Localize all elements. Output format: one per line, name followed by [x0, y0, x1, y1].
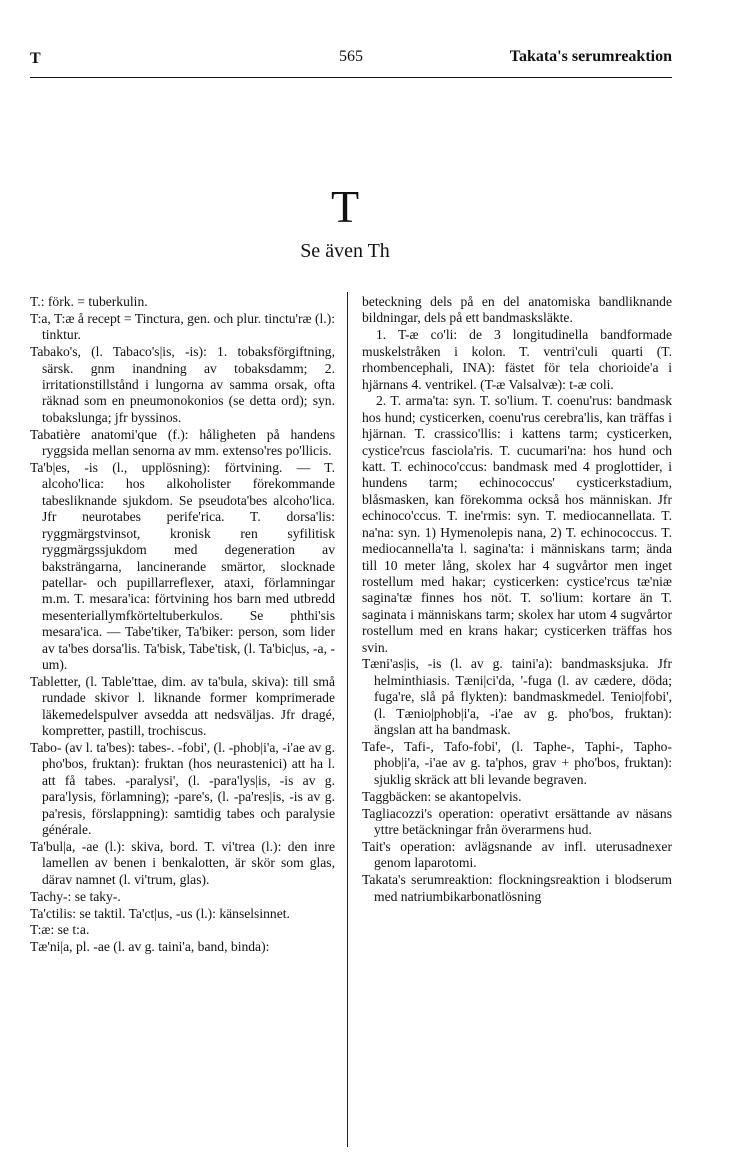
dictionary-entry: Tabatière anatomi'que (f.): håligheten på handens ryggsida mellan senorna av mm. extenso'res po'llicis. — [30, 426, 335, 459]
dictionary-entry: Ta'ctilis: se taktil. Ta'ct|us, -us (l.): känselsinnet. — [30, 905, 290, 921]
dictionary-entry: Tæ'ni|a, pl. -ae (l. av g. taini'a, band, binda): — [30, 939, 270, 955]
right-column — [362, 294, 672, 906]
dictionary-subentry: 2. T. arma'ta: syn. T. so'lium. T. coenu'rus: bandmask hos hund; cysticerken, coenu'rus cerebra'lis, kan träffas i hjärnan. T. crassico'llis: i kattens tarm; cysticerken, cystice'rcus fasciola'ris. T. cucumari'na: hos hund och katt. T. echinoco'ccus: bandmask med 4 proglottider, i hundens tarm; echinococcus' cysticerkstadium, blåsmasken, kan förekomma också hos människan. Jfr echinoco'ccus. T. ine'rmis: syn. T. mediocannellata. T. na'na: syn. 1) Hymenolepis nana, 2) T. echinococcus. T. mediocannella'ta l. sagina'ta: i människans tarm; ända till 10 meter lång, skolex har 4 sugvårtor men inget rostellum med hakar; cysticerken: cystice'rcus tæ'niæ sagina'tæ finnes hos nöt. T. so'lium: kortare än T. saginata i människans tarm; skolex har utom 4 sugvårtor rostellum med en krans hakar; cysticerken träffas hos svin. — [362, 393, 672, 655]
dictionary-entry: Tabletter, (l. Table'ttae, dim. av ta'bula, skiva): till små rundade skivor l. liknande former komprimerade läkemedelspulver avsedda att nedsväljas. Jfr dragé, kompretter, pastill, trochiscus. — [30, 673, 335, 739]
column-divider — [347, 292, 348, 1147]
running-head: Takata's serumreaktion — [509, 48, 672, 65]
header-section-letter: T — [30, 50, 41, 67]
dictionary-entry: Tabako's, (l. Tabaco's|is, -is): 1. tobaksförgiftning, särsk. gnm inandning av tobaksdamm; 2. irritationstillstånd i lungorna av samma orsak, ofta räknad som en pneumonokonios (se detta ord); syn. tobakslunga; jfr byssinos. — [30, 344, 335, 425]
dictionary-entry: Tagliacozzi's operation: operativt ersättande av näsans yttre betäckningar från överarmens hud. — [362, 805, 672, 837]
dictionary-entry: Ta'bul|a, -ae (l.): skiva, bord. T. vi'trea (l.): den inre lamellen av benen i benkalotten, är skör som glas, därav namnet (l. vi'trum, glas). — [30, 838, 335, 887]
left-column — [30, 294, 335, 956]
dictionary-entry: Tabo- (av l. ta'bes): tabes-. -fobi', (l. -phob|i'a, -i'ae av g. pho'bos, fruktan): fruktan (hos neurastenici) att ha l. att få tabes. -paralysi', (l. -para'lys|is, -is av g. para'lysis, förlamning); -pare's, (l. -pa'res|is, -is av g. pa'resis, förslappning): samtidig tabes och paralysie générale. — [30, 739, 335, 837]
dictionary-entry: Tæni'as|is, -is (l. av g. taini'a): bandmasksjuka. Jfr helminthiasis. Tæni|ci'da, '-fuga (l. av cædere, döda; fuga're, slå på flykten): bandmaskmedel. Tenio|fobi', (l. Tænio|phob|i'a, -i'ae av g. pho'bos, fruktan): ängslan att ha bandmask. — [362, 656, 672, 738]
page-header — [30, 48, 672, 72]
section-letter: T — [330, 181, 360, 232]
dictionary-entry: Taggbäcken: se akantopelvis. — [362, 788, 522, 804]
page-number: 565 — [339, 48, 363, 65]
dictionary-entry: Tait's operation: avlägsnande av infl. uterusadnexer genom laparotomi. — [362, 838, 672, 871]
header-rule — [30, 77, 672, 78]
dictionary-entry: Ta'b|es, -is (l., upplösning): förtvining. — T. alcoho'lica: hos alkoholister förekommande tabesliknande sjukdom. Se pseudota'bes alcoho'lica. Jfr neurotabes perife'rica. T. dorsa'lis: ryggmärgstvinsot, kronisk ren syfilitisk ryggmärgssjukdom med degeneration av baksträngarna, lancinerande smärtor, slocknade patellar- och pupillarreflexer, ataxi, förlamningar m.m. T. mesara'ica: förtvining hos barn med utbredd mesenteriallymfkörteltuberkulos. Se phthi'sis mesara'ica. — Tabe'tiker, Ta'biker: person, som lider av ta'bes dorsa'lis. Ta'bisk, Tabe'tisk, (l. Ta'bic|us, -a, -um). — [30, 460, 335, 672]
dictionary-entry: Tafe-, Tafi-, Tafo-fobi', (l. Taphe-, Taphi-, Tapho-phob|i'a, -i'ae av g. ta'phos, grav + pho'bos, fruktan): sjuklig skräck att bli levande begraven. — [362, 738, 672, 787]
dictionary-entry: Takata's serumreaktion: flockningsreaktion i blodserum med natriumbikarbonatlösning — [362, 872, 672, 904]
see-also-note: Se även Th — [300, 240, 390, 262]
dictionary-entry: T.: förk. = tuberkulin. — [30, 294, 148, 309]
dictionary-entry: Tachy-: se taky-. — [30, 888, 121, 904]
entry-continuation: beteckning dels på en del anatomiska bandliknande bildningar, dels på ett bandmasksläkte. — [362, 294, 672, 326]
dictionary-entry: T:æ: se t:a. — [30, 922, 90, 938]
dictionary-entry: T:a, T:æ å recept = Tinctura, gen. och plur. tinctu'ræ (l.): tinktur. — [30, 310, 335, 343]
dictionary-subentry: 1. T-æ co'li: de 3 longitudinella bandformade muskelstråken i kolon. T. ventri'culi quarti (T. rhombencephali, INA): fästet för tela chorioide'a i hjärnans 4. ventrikel. (T-æ Valsalvæ): t-æ coli. — [362, 327, 672, 392]
